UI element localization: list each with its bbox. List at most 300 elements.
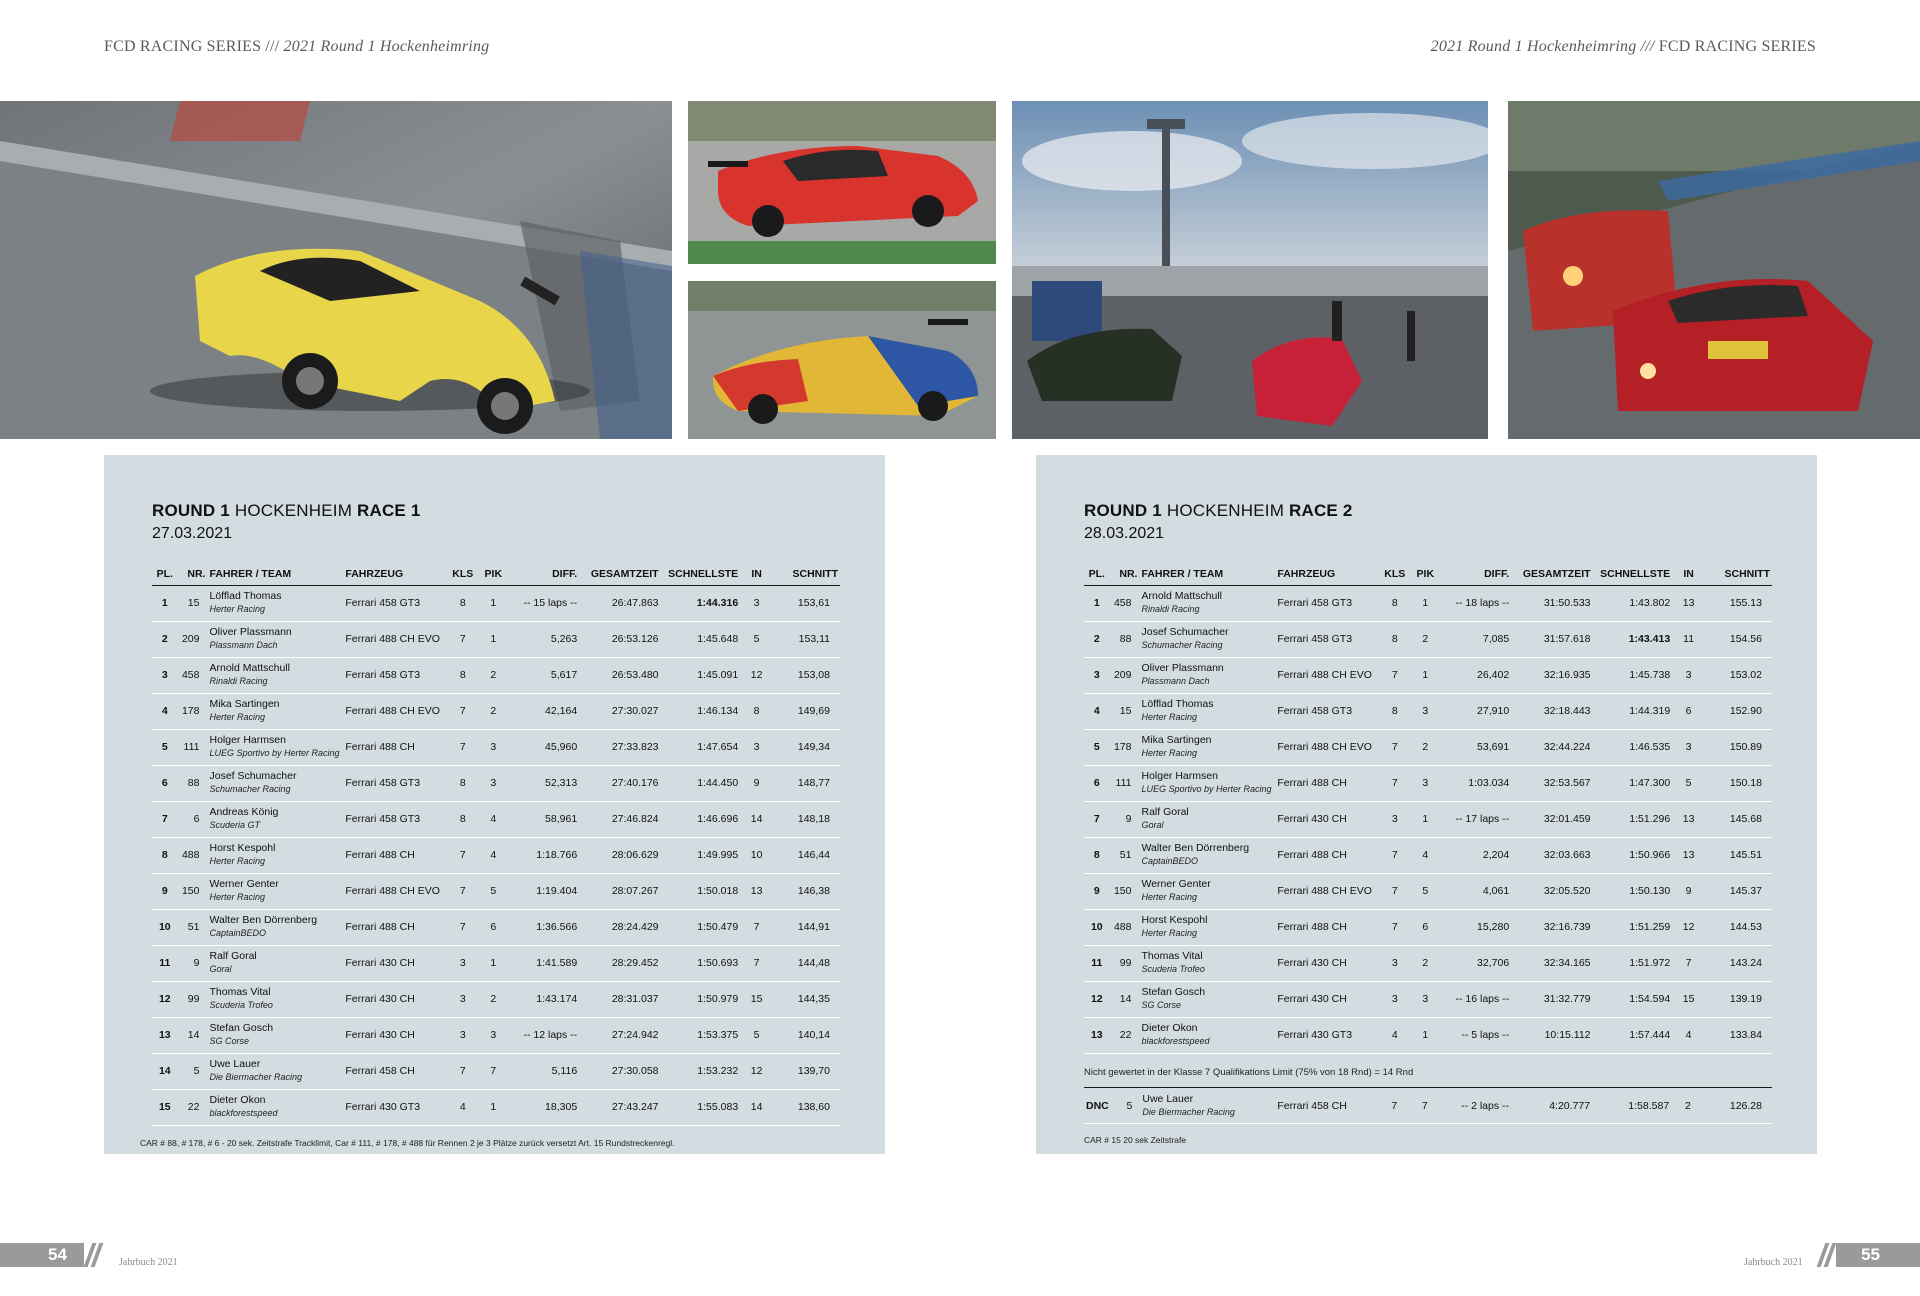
table-row <box>1084 801 1772 837</box>
cell-class: 7 <box>1379 1088 1410 1124</box>
cell-average-speed: 150.89 <box>1705 729 1772 765</box>
cell-car-number: 178 <box>178 693 208 729</box>
cell-class: 4 <box>447 1089 479 1125</box>
driver-name: Holger Harmsen <box>1141 770 1218 782</box>
driver-name: Löfflad Thomas <box>209 590 282 602</box>
cell-total-time: 32:34.165 <box>1511 945 1592 981</box>
driver-name: Werner Genter <box>209 878 279 890</box>
col-header-in: IN <box>1672 563 1705 585</box>
cell-position: 2 <box>1084 621 1110 657</box>
cell-fastest-lap-number: 9 <box>740 765 773 801</box>
cell-difference: 4,061 <box>1440 873 1511 909</box>
cell-total-time: 27:24.942 <box>579 1017 660 1053</box>
cell-position: 11 <box>1084 945 1110 981</box>
cell-driver-team <box>1139 801 1275 837</box>
cell-vehicle: Ferrari 458 CH <box>343 1053 447 1089</box>
cell-driver-team <box>1139 909 1275 945</box>
col-header-diff: DIFF. <box>1440 563 1511 585</box>
cell-car-number: 22 <box>1110 1017 1140 1053</box>
cell-car-number: 15 <box>1110 693 1140 729</box>
driver-name: Josef Schumacher <box>1141 626 1229 638</box>
driver-name: Stefan Gosch <box>1141 986 1206 998</box>
cell-class-position: 4 <box>1411 837 1440 873</box>
cell-total-time: 28:06.629 <box>579 837 660 873</box>
team-name: Schumacher Racing <box>1141 640 1223 650</box>
cell-vehicle: Ferrari 430 GT3 <box>343 1089 447 1125</box>
col-header-pl: PL. <box>1084 563 1110 585</box>
col-header-driver: FAHRER / TEAM <box>207 563 343 585</box>
cell-fastest-lap: 1:46.134 <box>661 693 741 729</box>
footnote: CAR # 88, # 178, # 6 - 20 sek. Zeitstrafe Tracklimit, Car # 111, # 178, # 488 für Rennen 2 je 3 Plätze zurück versetzt Art. 15 Rundstreckenregl. <box>140 1138 675 1148</box>
team-name: Rinaldi Racing <box>209 676 268 686</box>
col-header-kls: KLS <box>1379 563 1411 585</box>
cell-fastest-lap-number: 3 <box>1672 657 1705 693</box>
cell-total-time: 28:29.452 <box>579 945 660 981</box>
cell-fastest-lap-number: 5 <box>740 1017 773 1053</box>
driver-name: Mika Sartingen <box>1141 734 1212 746</box>
cell-vehicle: Ferrari 488 CH <box>1275 765 1379 801</box>
driver-name: Ralf Goral <box>209 950 257 962</box>
cell-class-position: 3 <box>1411 765 1440 801</box>
col-header-car: FAHRZEUG <box>1275 563 1379 585</box>
cell-driver-team <box>207 837 343 873</box>
team-name: LUEG Sportivo by Herter Racing <box>1141 784 1272 794</box>
col-header-in: IN <box>740 563 773 585</box>
cell-difference: 1:36.566 <box>508 909 579 945</box>
cell-class-position: 1 <box>1411 801 1440 837</box>
table-row <box>1084 945 1772 981</box>
team-name: Scuderia Trofeo <box>1141 964 1205 974</box>
cell-average-speed: 149,34 <box>773 729 840 765</box>
cell-difference: 15,280 <box>1440 909 1511 945</box>
cell-car-number: 209 <box>178 621 208 657</box>
results-table <box>1084 563 1772 1054</box>
cell-difference: 32,706 <box>1440 945 1511 981</box>
cell-total-time: 28:31.037 <box>579 981 660 1017</box>
cell-vehicle: Ferrari 488 CH <box>343 909 447 945</box>
cell-position: 1 <box>152 585 178 621</box>
col-header-nr: NR. <box>1110 563 1140 585</box>
col-header-driver: FAHRER / TEAM <box>1139 563 1275 585</box>
cell-fastest-lap: 1:43.413 <box>1593 621 1673 657</box>
cell-position: 7 <box>152 801 178 837</box>
col-header-total: GESAMTZEIT <box>1511 563 1592 585</box>
cell-difference: 7,085 <box>1440 621 1511 657</box>
cell-class-position: 1 <box>479 1089 508 1125</box>
cell-position: 12 <box>1084 981 1110 1017</box>
cell-vehicle: Ferrari 488 CH EVO <box>1275 657 1379 693</box>
footnote: CAR # 15 20 sek Zeitstrafe <box>1084 1135 1187 1145</box>
cell-fastest-lap-number: 6 <box>1672 693 1705 729</box>
cell-car-number: 51 <box>1110 837 1140 873</box>
cell-average-speed: 153.02 <box>1705 657 1772 693</box>
photo-red-car <box>688 101 996 264</box>
cell-class-position: 4 <box>479 801 508 837</box>
cell-total-time: 27:33.823 <box>579 729 660 765</box>
team-name: Herter Racing <box>209 604 266 614</box>
cell-driver-team <box>1140 1088 1275 1124</box>
team-name: LUEG Sportivo by Herter Racing <box>209 748 340 758</box>
cell-driver-team <box>207 585 343 621</box>
dnc-body <box>1084 1088 1772 1124</box>
title-venue: HOCKENHEIM <box>229 501 357 520</box>
cell-fastest-lap: 1:50.966 <box>1593 837 1673 873</box>
driver-name: Dieter Okon <box>1141 1022 1198 1034</box>
cell-driver-team <box>207 981 343 1017</box>
cell-total-time: 31:50.533 <box>1511 585 1592 621</box>
cell-fastest-lap-number: 15 <box>1672 981 1705 1017</box>
cell-class-position: 3 <box>1411 981 1440 1017</box>
race-date: 28.03.2021 <box>1084 525 1165 542</box>
cell-average-speed: 146,44 <box>773 837 840 873</box>
cell-car-number: 9 <box>178 945 208 981</box>
cell-class: 7 <box>447 873 479 909</box>
driver-name: Uwe Lauer <box>209 1058 261 1070</box>
cell-fastest-lap-number: 3 <box>1672 729 1705 765</box>
cell-class: 7 <box>1379 729 1411 765</box>
cell-class-position: 3 <box>479 1017 508 1053</box>
cell-position: 7 <box>1084 801 1110 837</box>
cell-vehicle: Ferrari 488 CH <box>1275 909 1379 945</box>
cell-fastest-lap: 1:57.444 <box>1593 1017 1673 1053</box>
cell-vehicle: Ferrari 488 CH EVO <box>1275 729 1379 765</box>
cell-fastest-lap-number: 13 <box>1672 801 1705 837</box>
cell-fastest-lap-number: 2 <box>1671 1088 1704 1124</box>
cell-vehicle: Ferrari 488 CH <box>343 837 447 873</box>
cell-driver-team <box>207 693 343 729</box>
table-row <box>152 1017 840 1053</box>
cell-driver-team <box>1139 657 1275 693</box>
cell-average-speed: 153,11 <box>773 621 840 657</box>
col-header-fastest: SCHNELLSTE <box>661 563 741 585</box>
cell-fastest-lap: 1:51.296 <box>1593 801 1673 837</box>
cell-fastest-lap-number: 12 <box>1672 909 1705 945</box>
race-title <box>152 501 421 521</box>
cell-vehicle: Ferrari 458 GT3 <box>343 801 447 837</box>
cell-class: 8 <box>1379 585 1411 621</box>
cell-position: 3 <box>1084 657 1110 693</box>
race1-results-panel <box>104 455 885 1154</box>
title-race: RACE 2 <box>1289 501 1353 520</box>
cell-driver-team <box>1139 945 1275 981</box>
cell-class-position: 1 <box>1411 657 1440 693</box>
driver-name: Walter Ben Dörrenberg <box>1141 842 1250 854</box>
team-name: blackforestspeed <box>1141 1036 1210 1046</box>
cell-car-number: 178 <box>1110 729 1140 765</box>
cell-class: 7 <box>447 909 479 945</box>
cell-driver-team <box>207 621 343 657</box>
cell-position: 9 <box>1084 873 1110 909</box>
driver-name: Horst Kespohl <box>1141 914 1208 926</box>
cell-driver-team <box>1139 585 1275 621</box>
table-row <box>1084 693 1772 729</box>
col-header-total: GESAMTZEIT <box>579 563 660 585</box>
table-row <box>1084 1017 1772 1053</box>
cell-driver-team <box>207 765 343 801</box>
cell-average-speed: 145.68 <box>1705 801 1772 837</box>
cell-average-speed: 149,69 <box>773 693 840 729</box>
cell-class: 3 <box>447 945 479 981</box>
cell-car-number: 88 <box>178 765 208 801</box>
cell-class-position: 2 <box>1411 729 1440 765</box>
cell-average-speed: 144,35 <box>773 981 840 1017</box>
title-venue: HOCKENHEIM <box>1161 501 1289 520</box>
cell-class: 7 <box>1379 873 1411 909</box>
photo-paddock <box>1012 101 1488 439</box>
cell-position: 4 <box>1084 693 1110 729</box>
table-header-row <box>1084 563 1772 585</box>
cell-difference: -- 2 laps -- <box>1440 1088 1511 1124</box>
team-name: Die Biermacher Racing <box>1142 1106 1235 1117</box>
col-header-diff: DIFF. <box>508 563 579 585</box>
cell-class-position: 1 <box>1411 1017 1440 1053</box>
cell-total-time: 31:57.618 <box>1511 621 1592 657</box>
cell-vehicle: Ferrari 488 CH EVO <box>343 693 447 729</box>
cell-difference: -- 17 laps -- <box>1440 801 1511 837</box>
cell-fastest-lap: 1:46.696 <box>661 801 741 837</box>
cell-position: 12 <box>152 981 178 1017</box>
cell-average-speed: 144,48 <box>773 945 840 981</box>
team-name: Scuderia GT <box>209 820 261 830</box>
driver-name: Werner Genter <box>1141 878 1211 890</box>
team-name: Herter Racing <box>1141 748 1198 758</box>
dnc-table <box>1084 1087 1772 1124</box>
cell-total-time: 28:24.429 <box>579 909 660 945</box>
cell-total-time: 31:32.779 <box>1511 981 1592 1017</box>
race2-results-panel <box>1036 455 1817 1154</box>
cell-class: 8 <box>1379 621 1411 657</box>
cell-total-time: 32:01.459 <box>1511 801 1592 837</box>
cell-difference: -- 18 laps -- <box>1440 585 1511 621</box>
cell-fastest-lap: 1:50.130 <box>1593 873 1673 909</box>
driver-name: Oliver Plassmann <box>1141 662 1224 674</box>
cell-position: 11 <box>152 945 178 981</box>
table-row <box>1084 1088 1772 1124</box>
cell-difference: 5,116 <box>508 1053 579 1089</box>
col-header-avg: SCHNITT <box>773 563 840 585</box>
cell-average-speed: 153,08 <box>773 657 840 693</box>
cell-fastest-lap: 1:43.802 <box>1593 585 1673 621</box>
cell-total-time: 27:30.027 <box>579 693 660 729</box>
col-header-kls: KLS <box>447 563 479 585</box>
cell-class: 7 <box>1379 909 1411 945</box>
driver-name: Thomas Vital <box>1141 950 1203 962</box>
table-row <box>1084 621 1772 657</box>
cell-vehicle: Ferrari 458 GT3 <box>1275 693 1379 729</box>
cell-class: 3 <box>1379 801 1411 837</box>
cell-total-time: 32:44.224 <box>1511 729 1592 765</box>
cell-driver-team <box>207 729 343 765</box>
cell-driver-team <box>1139 837 1275 873</box>
cell-fastest-lap: 1:58.587 <box>1592 1088 1671 1124</box>
jahrbuch-label: Jahrbuch 2021 <box>1744 1257 1803 1268</box>
col-header-pl: PL. <box>152 563 178 585</box>
cell-difference: 5,263 <box>508 621 579 657</box>
table-row <box>152 1053 840 1089</box>
cell-car-number: 22 <box>178 1089 208 1125</box>
cell-class-position: 1 <box>479 945 508 981</box>
cell-class-position: 6 <box>1411 909 1440 945</box>
cell-fastest-lap: 1:44.316 <box>661 585 741 621</box>
cell-vehicle: Ferrari 430 GT3 <box>1275 1017 1379 1053</box>
cell-total-time: 32:05.520 <box>1511 873 1592 909</box>
cell-difference: 1:41.589 <box>508 945 579 981</box>
cell-total-time: 32:16.739 <box>1511 909 1592 945</box>
team-name: Herter Racing <box>209 856 266 866</box>
cell-average-speed: 148,77 <box>773 765 840 801</box>
cell-vehicle: Ferrari 430 CH <box>1275 945 1379 981</box>
cell-difference: 2,204 <box>1440 837 1511 873</box>
cell-average-speed: 126.28 <box>1705 1088 1772 1124</box>
cell-total-time: 27:43.247 <box>579 1089 660 1125</box>
cell-vehicle: Ferrari 458 GT3 <box>343 765 447 801</box>
driver-name: Uwe Lauer <box>1142 1092 1194 1105</box>
cell-vehicle: Ferrari 458 GT3 <box>1275 585 1379 621</box>
cell-car-number: 9 <box>1110 801 1140 837</box>
cell-driver-team <box>207 801 343 837</box>
cell-total-time: 26:53.126 <box>579 621 660 657</box>
photo-cars-dusk <box>1508 101 1920 439</box>
cell-fastest-lap: 1:49.995 <box>661 837 741 873</box>
table-row <box>152 657 840 693</box>
table-row <box>1084 909 1772 945</box>
cell-fastest-lap-number: 5 <box>1672 765 1705 801</box>
cell-car-number: 88 <box>1110 621 1140 657</box>
results-body <box>152 585 840 1125</box>
running-head-left <box>104 38 489 56</box>
team-name: SG Corse <box>209 1036 249 1046</box>
cell-fastest-lap-number: 4 <box>1672 1017 1705 1053</box>
cell-fastest-lap: 1:45.738 <box>1593 657 1673 693</box>
cell-class-position: 3 <box>1411 693 1440 729</box>
cell-position: 14 <box>152 1053 178 1089</box>
cell-class: 3 <box>1379 945 1411 981</box>
table-row <box>152 621 840 657</box>
cell-average-speed: 155.13 <box>1705 585 1772 621</box>
table-row <box>152 765 840 801</box>
col-header-car: FAHRZEUG <box>343 563 447 585</box>
cell-class-position: 2 <box>479 981 508 1017</box>
cell-driver-team <box>207 1017 343 1053</box>
cell-difference: -- 12 laps -- <box>508 1017 579 1053</box>
cell-vehicle: Ferrari 430 CH <box>343 1017 447 1053</box>
folio-right <box>1816 1243 1920 1267</box>
cell-car-number: 15 <box>178 585 208 621</box>
cell-average-speed: 153,61 <box>773 585 840 621</box>
cell-car-number: 6 <box>178 801 208 837</box>
team-name: Herter Racing <box>1141 928 1198 938</box>
cell-class-position: 1 <box>1411 585 1440 621</box>
cell-difference: 58,961 <box>508 801 579 837</box>
driver-name: Stefan Gosch <box>209 1022 274 1034</box>
series-name: FCD RACING SERIES /// <box>104 38 280 55</box>
cell-average-speed: 145.51 <box>1705 837 1772 873</box>
table-row <box>1084 873 1772 909</box>
cell-fastest-lap-number: 12 <box>740 1053 773 1089</box>
cell-position: 15 <box>152 1089 178 1125</box>
cell-position: 8 <box>152 837 178 873</box>
table-row <box>1084 837 1772 873</box>
cell-fastest-lap-number: 12 <box>740 657 773 693</box>
team-name: Herter Racing <box>209 712 266 722</box>
driver-name: Walter Ben Dörrenberg <box>209 914 318 926</box>
table-row <box>1084 765 1772 801</box>
driver-name: Mika Sartingen <box>209 698 280 710</box>
cell-total-time: 32:18.443 <box>1511 693 1592 729</box>
cell-position: 9 <box>152 873 178 909</box>
cell-average-speed: 133.84 <box>1705 1017 1772 1053</box>
cell-total-time: 26:47.863 <box>579 585 660 621</box>
cell-driver-team <box>1139 693 1275 729</box>
cell-position: 4 <box>152 693 178 729</box>
cell-car-number: 99 <box>178 981 208 1017</box>
cell-class: 8 <box>1379 693 1411 729</box>
driver-name: Arnold Mattschull <box>1141 590 1223 602</box>
cell-position: 6 <box>152 765 178 801</box>
driver-name: Oliver Plassmann <box>209 626 292 638</box>
cell-car-number: 14 <box>178 1017 208 1053</box>
table-row <box>152 693 840 729</box>
cell-class-position: 1 <box>479 621 508 657</box>
driver-name: Andreas König <box>209 806 279 818</box>
cell-vehicle: Ferrari 488 CH EVO <box>1275 873 1379 909</box>
col-header-pik: PIK <box>479 563 508 585</box>
table-row <box>152 585 840 621</box>
cell-fastest-lap: 1:45.091 <box>661 657 741 693</box>
cell-fastest-lap: 1:44.450 <box>661 765 741 801</box>
cell-position: 3 <box>152 657 178 693</box>
cell-car-number: 209 <box>1110 657 1140 693</box>
cell-vehicle: Ferrari 430 CH <box>1275 981 1379 1017</box>
team-name: Scuderia Trofeo <box>209 1000 273 1010</box>
table-row <box>1084 729 1772 765</box>
cell-class-position: 2 <box>1411 621 1440 657</box>
photo-yellow-car-track <box>0 101 672 439</box>
cell-difference: 53,691 <box>1440 729 1511 765</box>
cell-vehicle: Ferrari 488 CH EVO <box>343 873 447 909</box>
cell-car-number: 5 <box>1111 1088 1141 1124</box>
photo-red-yellow-car <box>688 281 996 439</box>
team-name: SG Corse <box>1141 1000 1181 1010</box>
cell-fastest-lap-number: 10 <box>740 837 773 873</box>
cell-driver-team <box>1139 1017 1275 1053</box>
cell-fastest-lap: 1:53.375 <box>661 1017 741 1053</box>
cell-class-position: 6 <box>479 909 508 945</box>
cell-position: 5 <box>1084 729 1110 765</box>
cell-position: 1 <box>1084 585 1110 621</box>
cell-class: 3 <box>1379 981 1411 1017</box>
table-row <box>1084 585 1772 621</box>
cell-class: 8 <box>447 585 479 621</box>
cell-total-time: 26:53.480 <box>579 657 660 693</box>
cell-car-number: 150 <box>178 873 208 909</box>
table-row <box>152 909 840 945</box>
cell-class-position: 4 <box>479 837 508 873</box>
cell-total-time: 32:03.663 <box>1511 837 1592 873</box>
col-header-nr: NR. <box>178 563 208 585</box>
cell-difference: 1:19.404 <box>508 873 579 909</box>
cell-difference: 45,960 <box>508 729 579 765</box>
title-race: RACE 1 <box>357 501 421 520</box>
cell-car-number: 5 <box>178 1053 208 1089</box>
classification-note: Nicht gewertet in der Klasse 7 Qualifikations Limit (75% von 18 Rnd) = 14 Rnd <box>1084 1067 1414 1078</box>
cell-vehicle: Ferrari 430 CH <box>343 945 447 981</box>
cell-total-time: 28:07.267 <box>579 873 660 909</box>
cell-fastest-lap-number: 15 <box>740 981 773 1017</box>
cell-difference: 5,617 <box>508 657 579 693</box>
race-date: 27.03.2021 <box>152 525 233 542</box>
cell-class: 3 <box>447 1017 479 1053</box>
